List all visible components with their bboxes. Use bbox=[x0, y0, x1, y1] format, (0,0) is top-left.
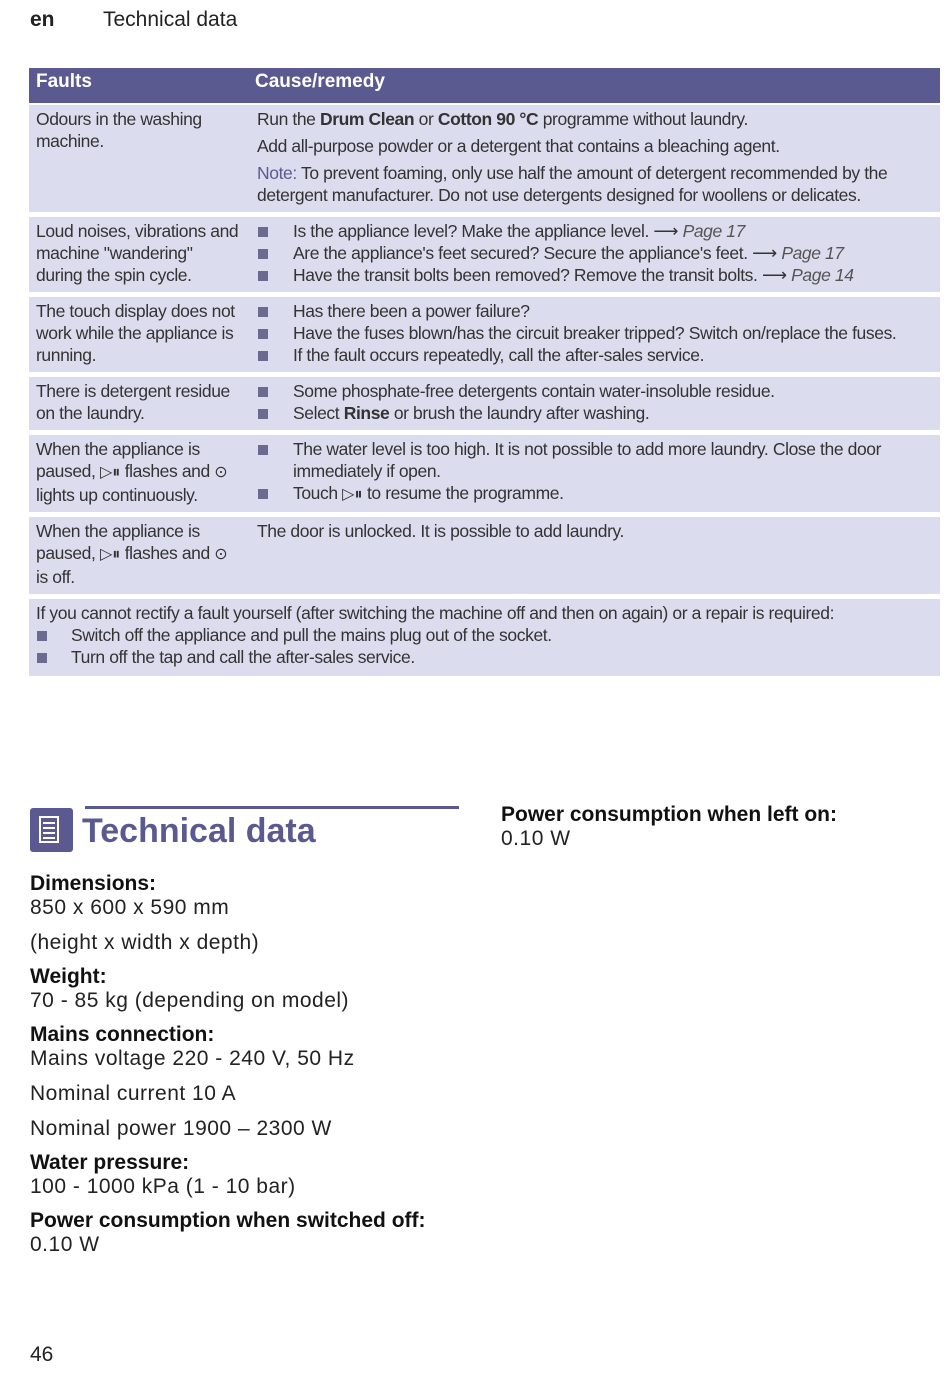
remedy-bullet bbox=[257, 264, 932, 286]
spec-value: 850 x 600 x 590 mm bbox=[30, 896, 230, 919]
spec-value: 0.10 W bbox=[501, 827, 571, 850]
document-icon bbox=[30, 808, 73, 852]
faults-column-header: Faults bbox=[36, 71, 92, 92]
faults-table-header bbox=[29, 68, 940, 105]
language-code: en bbox=[30, 8, 55, 31]
bullet-square-icon bbox=[258, 351, 268, 361]
page-reference: Page 17 bbox=[682, 221, 745, 241]
programme-name: Drum Clean bbox=[319, 109, 415, 129]
bullet-text: to resume the programme. bbox=[362, 483, 564, 503]
remedy-bullet bbox=[257, 438, 932, 482]
note-text: To prevent foaming, only use half the amount of detergent recommended by the detergent manufacturer. Do not use detergents designed for woollens or delicates. bbox=[257, 163, 888, 205]
fault-row-touch-display bbox=[29, 297, 940, 377]
heading-rule bbox=[85, 806, 459, 809]
spec-water-pressure bbox=[30, 1151, 450, 1199]
bullet-text: Are the appliance's feet secured? Secure the appliance's feet. bbox=[293, 243, 753, 263]
technical-data-right-column bbox=[501, 803, 921, 851]
footer-bullet bbox=[36, 624, 933, 646]
start-pause-icon: ▷⏸ bbox=[342, 486, 363, 503]
bullet-text: If the fault occurs repeatedly, call the after-sales service. bbox=[293, 345, 705, 365]
fault-text: flashes and bbox=[120, 461, 215, 481]
section-title: Technical data bbox=[82, 812, 316, 850]
remedy-bullet bbox=[257, 402, 932, 424]
spec-label: Water pressure: bbox=[30, 1151, 190, 1174]
faults-table bbox=[29, 68, 940, 676]
arrow-icon: ⟶ bbox=[752, 243, 777, 263]
page-number: 46 bbox=[30, 1343, 54, 1366]
bullet-square-icon bbox=[258, 409, 268, 419]
fault-cell bbox=[29, 517, 248, 594]
fault-cell: Odours in the washing machine. bbox=[36, 109, 202, 151]
remedy-line: Add all-purpose powder or a detergent that contains a bleaching agent. bbox=[257, 136, 780, 156]
technical-data-heading bbox=[30, 806, 460, 854]
fault-text: When the appliance is paused, bbox=[36, 521, 200, 563]
spec-value: Nominal current 10 A bbox=[30, 1082, 237, 1105]
bullet-square-icon bbox=[258, 249, 268, 259]
spec-power-off bbox=[30, 1209, 450, 1257]
bullet-text: Switch off the appliance and pull the mains plug out of the socket. bbox=[71, 625, 552, 645]
spec-mains bbox=[30, 1023, 450, 1141]
fault-row-paused-lock-off bbox=[29, 517, 940, 599]
footer-intro: If you cannot rectify a fault yourself (after switching the machine off and then on again) or a repair is required: bbox=[36, 603, 835, 623]
bullet-square-icon bbox=[37, 631, 47, 641]
remedy-bullet bbox=[257, 242, 932, 264]
spec-value: (height x width x depth) bbox=[30, 931, 260, 954]
bullet-text: Has there been a power failure? bbox=[293, 301, 530, 321]
bullet-text: Touch bbox=[293, 483, 343, 503]
bullet-text: Select bbox=[293, 403, 344, 423]
bullet-square-icon bbox=[258, 271, 268, 281]
spec-label: Power consumption when left on: bbox=[501, 803, 837, 826]
bullet-text: Have the transit bolts been removed? Remove the transit bolts. bbox=[293, 265, 762, 285]
bullet-square-icon bbox=[37, 653, 47, 663]
fault-cell: The touch display does not work while the appliance is running. bbox=[36, 301, 235, 365]
fault-text: flashes and bbox=[120, 543, 215, 563]
bullet-text: The water level is too high. It is not possible to add more laundry. Close the door immediately if open. bbox=[293, 439, 882, 481]
spec-weight bbox=[30, 965, 450, 1013]
child-lock-icon: ⊙ bbox=[214, 464, 228, 481]
remedy-cell bbox=[248, 217, 940, 292]
remedy-text: programme without laundry. bbox=[538, 109, 748, 129]
bullet-square-icon bbox=[258, 387, 268, 397]
bullet-square-icon bbox=[258, 307, 268, 317]
note bbox=[257, 162, 932, 206]
technical-data-left-column bbox=[30, 872, 450, 1257]
remedy-bullet bbox=[257, 344, 932, 366]
arrow-icon: ⟶ bbox=[761, 265, 787, 285]
note-label: Note: bbox=[257, 163, 297, 183]
spec-value: 100 - 1000 kPa (1 - 10 bar) bbox=[30, 1175, 296, 1198]
spec-value: Mains voltage 220 - 240 V, 50 Hz bbox=[30, 1047, 355, 1070]
remedy-cell: The door is unlocked. It is possible to add laundry. bbox=[257, 521, 625, 541]
fault-cell: There is detergent residue on the laundry. bbox=[36, 381, 230, 423]
remedy-bullet bbox=[257, 380, 932, 402]
remedy-cell bbox=[248, 297, 940, 372]
remedy-text: or bbox=[414, 109, 438, 129]
fault-cell bbox=[29, 435, 248, 512]
remedy-cell bbox=[248, 105, 940, 212]
bullet-square-icon bbox=[258, 227, 268, 237]
bullet-text: or brush the laundry after washing. bbox=[389, 403, 650, 423]
remedy-bullet bbox=[257, 300, 932, 322]
spec-power-on bbox=[501, 803, 921, 851]
remedy-line bbox=[257, 108, 932, 130]
bullet-square-icon bbox=[258, 445, 268, 455]
spec-label: Mains connection: bbox=[30, 1023, 215, 1046]
fault-text: lights up continuously. bbox=[36, 485, 198, 505]
bullet-text: Turn off the tap and call the after-sales service. bbox=[71, 647, 415, 667]
spec-dimensions bbox=[30, 872, 450, 955]
spec-value: Nominal power 1900 – 2300 W bbox=[30, 1117, 332, 1140]
start-pause-icon: ▷⏸ bbox=[99, 546, 121, 563]
programme-name: Cotton 90 °C bbox=[437, 109, 539, 129]
page-reference: Page 17 bbox=[781, 243, 844, 263]
bullet-square-icon bbox=[258, 329, 268, 339]
start-pause-icon: ▷⏸ bbox=[99, 464, 121, 481]
remedy-bullet bbox=[257, 220, 932, 242]
remedy-bullet bbox=[257, 482, 932, 506]
spec-label: Power consumption when switched off: bbox=[30, 1209, 426, 1232]
spec-label: Dimensions: bbox=[30, 872, 157, 895]
programme-name: Rinse bbox=[343, 403, 390, 423]
page-reference: Page 14 bbox=[791, 265, 854, 285]
spec-value: 70 - 85 kg (depending on model) bbox=[30, 989, 350, 1012]
running-header-title: Technical data bbox=[103, 8, 238, 31]
cause-remedy-column-header: Cause/remedy bbox=[255, 71, 385, 92]
fault-row-detergent-residue bbox=[29, 377, 940, 435]
spec-value: 0.10 W bbox=[30, 1233, 100, 1256]
fault-cell: Loud noises, vibrations and machine "wandering" during the spin cycle. bbox=[36, 221, 239, 285]
faults-table-footer bbox=[29, 599, 940, 676]
bullet-text: Some phosphate-free detergents contain water-insoluble residue. bbox=[293, 381, 775, 401]
spec-label: Weight: bbox=[30, 965, 107, 988]
fault-text: When the appliance is paused, bbox=[36, 439, 200, 481]
bullet-square-icon bbox=[258, 489, 268, 499]
footer-bullet bbox=[36, 646, 933, 668]
remedy-cell bbox=[248, 377, 940, 430]
bullet-text: Is the appliance level? Make the appliance level. bbox=[293, 221, 654, 241]
fault-row-noise bbox=[29, 217, 940, 297]
remedy-bullet bbox=[257, 322, 932, 344]
fault-row-paused-lock-on bbox=[29, 435, 940, 517]
child-lock-icon: ⊙ bbox=[214, 546, 228, 563]
bullet-text: Have the fuses blown/has the circuit breaker tripped? Switch on/replace the fuses. bbox=[293, 323, 897, 343]
fault-text: is off. bbox=[36, 567, 75, 587]
remedy-cell bbox=[248, 435, 940, 512]
arrow-icon: ⟶ bbox=[653, 221, 679, 241]
fault-row-odours bbox=[29, 105, 940, 217]
remedy-text: Run the bbox=[257, 109, 320, 129]
